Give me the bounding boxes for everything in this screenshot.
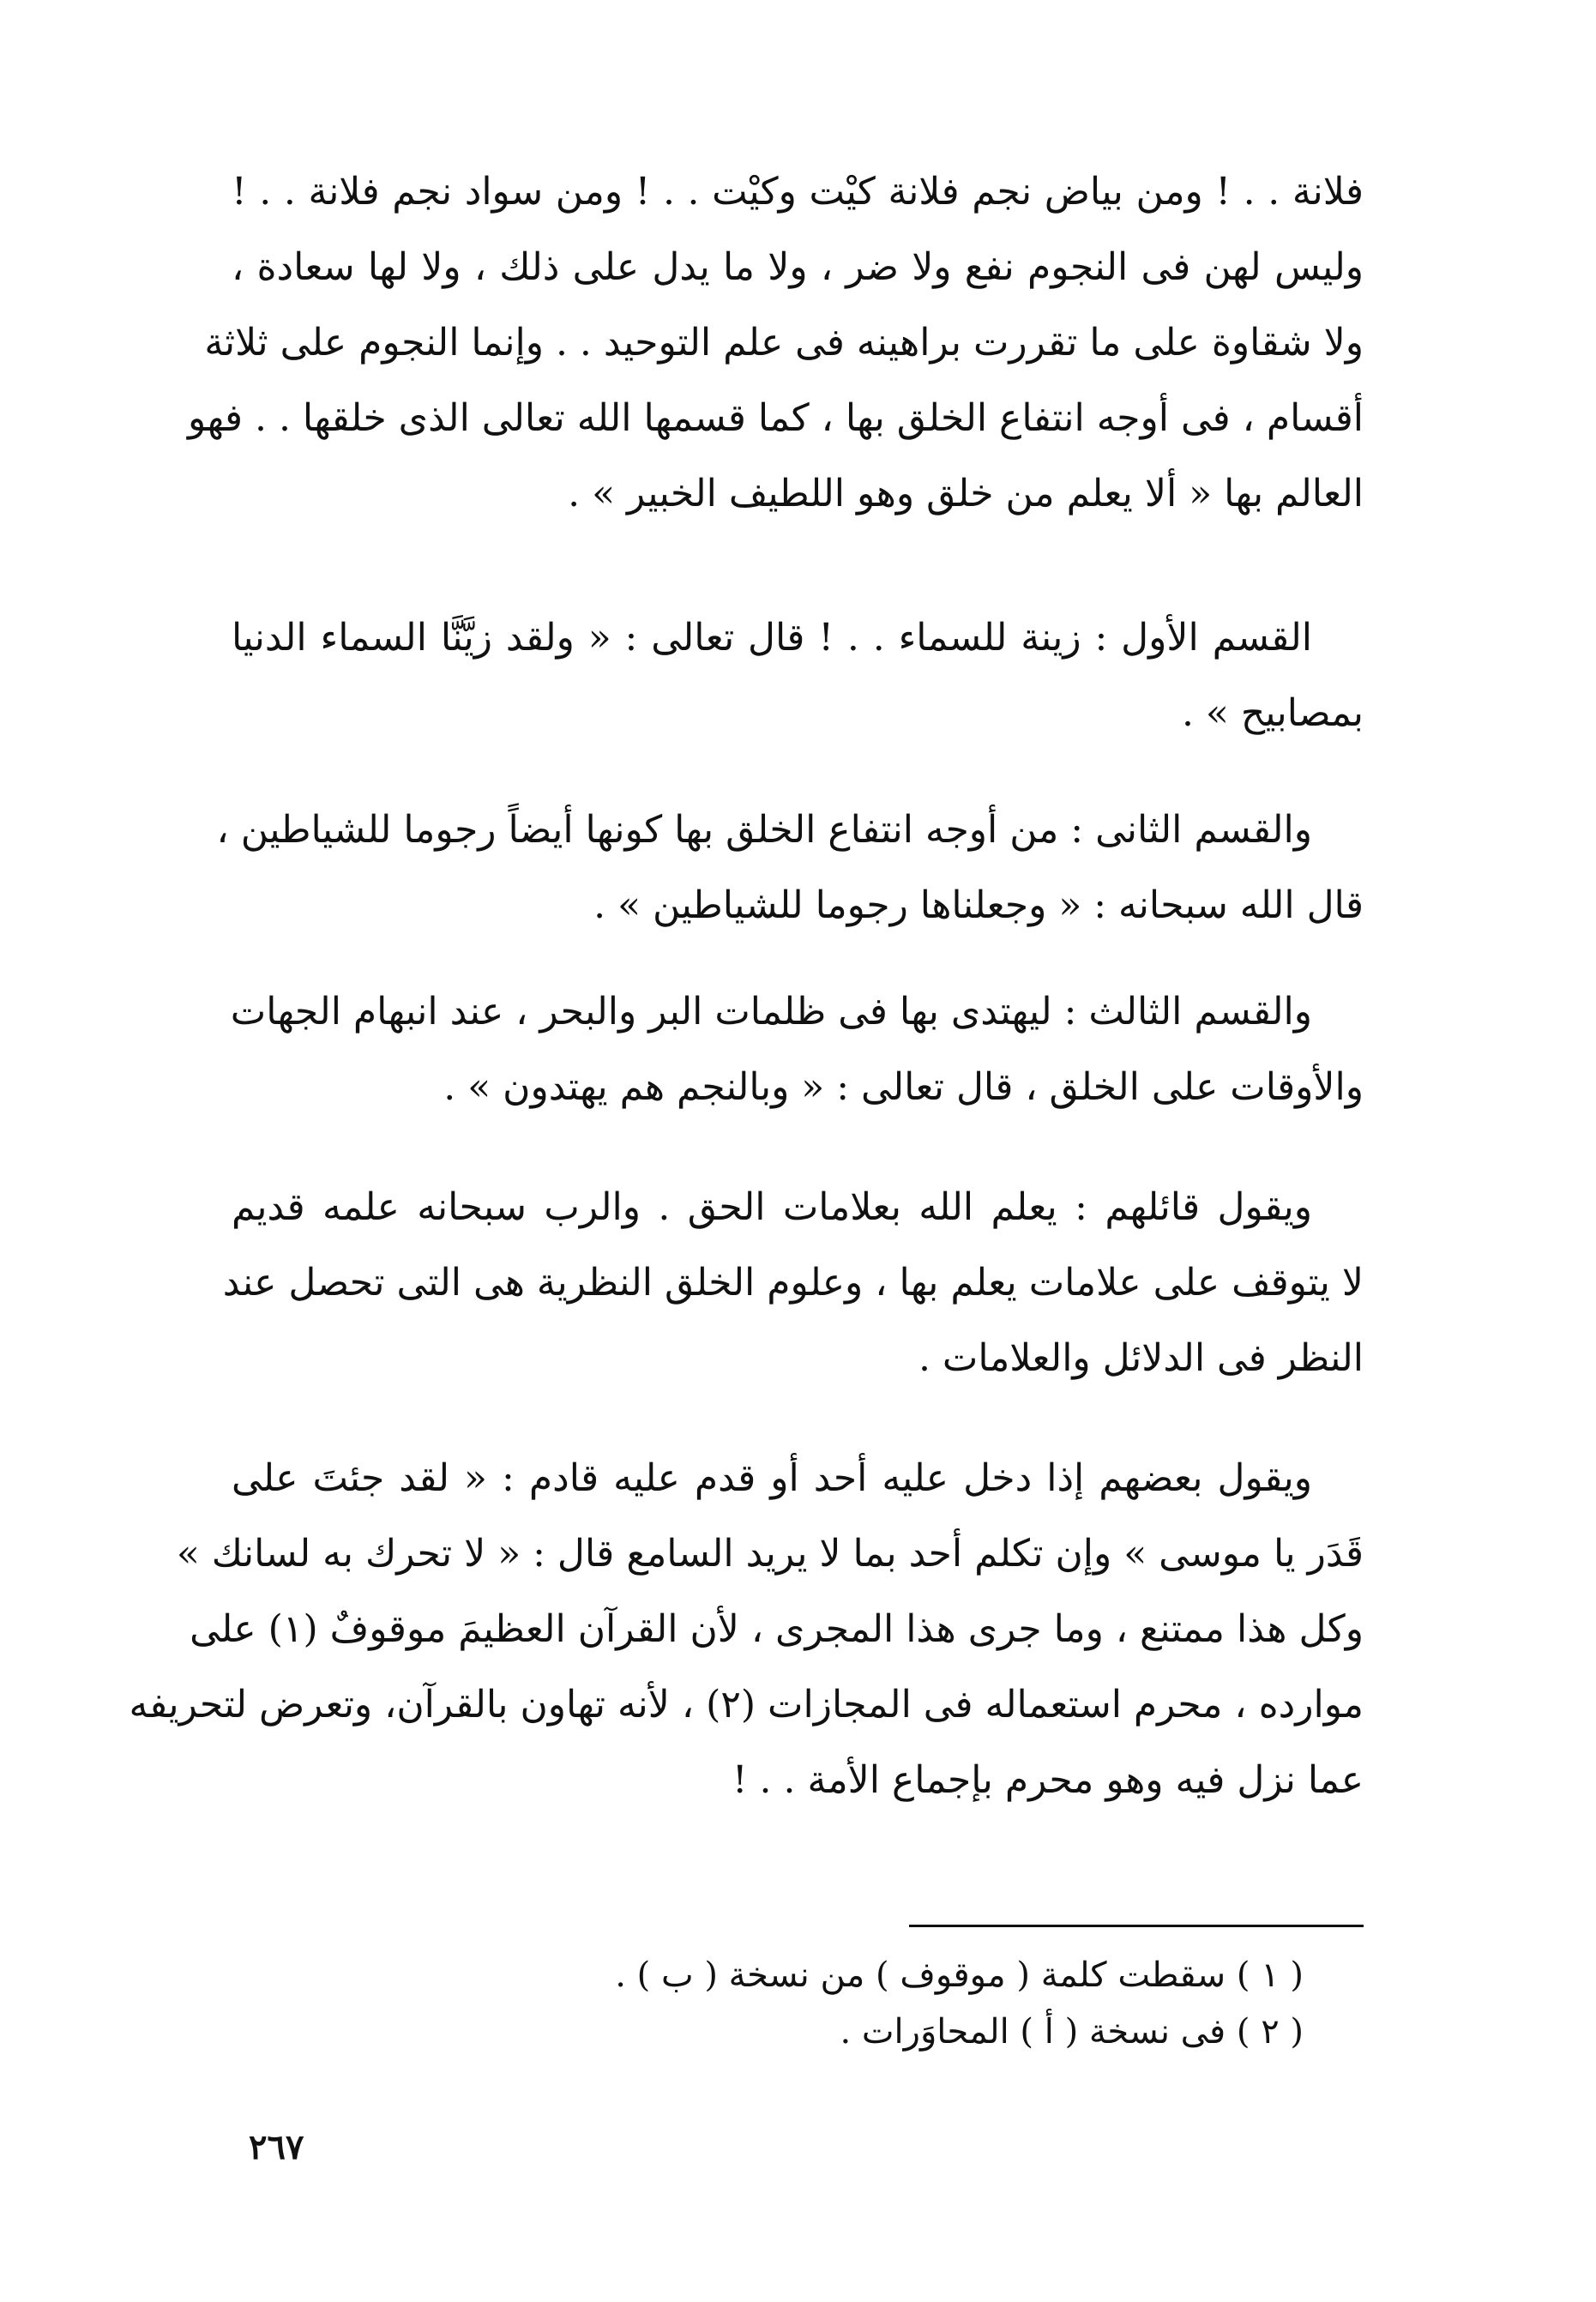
text-line: قَدَر يا موسى » وإن تكلم أحد بما لا يريد السامع قال : « لا تحرك به لسانك » [176,1532,1364,1576]
text-line: قال الله سبحانه : « وجعلناها رجوما للشياطين » . [593,883,1364,927]
paragraph-6 [129,1441,1364,1818]
text-line: وليس لهن فى النجوم نفع ولا ضر ، ولا ما يدل على ذلك ، ولا لها سعادة ، [232,245,1364,289]
text-line: لا يتوقف على علامات يعلم بها ، وعلوم الخلق النظرية هى التى تحصل عند [222,1261,1364,1305]
footnote-2: ( ٢ ) فى نسخة ( أ ) المحاوَرات . [840,2012,1304,2052]
page-number: ٢٦٧ [249,2127,304,2167]
text-line: وكل هذا ممتنع ، وما جرى هذا المجرى ، لأن القرآن العظيمَ موقوفٌ (١) على [190,1607,1364,1651]
text-line: عما نزل فيه وهو محرم بإجماع الأمة . . ! [732,1758,1364,1802]
paragraph-5 [222,1170,1364,1396]
text-line: النظر فى الدلائل والعلامات . [918,1336,1364,1380]
text-line: موارده ، محرم استعماله فى المجازات (٢) ، لأنه تهاون بالقرآن، وتعرض لتحريفه [129,1683,1364,1726]
text-line: ولا شقاوة على ما تقررت براهينه فى علم التوحيد . . وإنما النجوم على ثلاثة [204,321,1364,365]
text-line: أقسام ، فى أوجه انتفاع الخلق بها ، كما قسمها الله تعالى الذى خلقها . . فهو [187,396,1364,440]
text-line: والقسم الثالث : ليهتدى بها فى ظلمات البر والبحر ، عند انبهام الجهات [230,990,1312,1033]
footnote-divider [909,1925,1364,1927]
text-line: العالم بها « ألا يعلم من خلق وهو اللطيف الخبير » . [568,472,1364,515]
paragraph-2 [232,600,1364,751]
text-line: بمصابيح » . [1181,691,1364,735]
footnote-1: ( ١ ) سقطت كلمة ( موقوف ) من نسخة ( ب ) . [615,1955,1304,1995]
paragraph-4 [232,974,1364,1125]
text-line: ويقول بعضهم إذا دخل عليه أحد أو قدم عليه قادم : « لقد جئتَ على [232,1456,1312,1500]
text-line: القسم الأول : زينة للسماء . . ! قال تعالى : « ولقد زيَّنَّا السماء الدنيا [232,616,1312,660]
paragraph-1 [187,154,1364,532]
paragraph-3 [216,792,1364,943]
text-line: ويقول قائلهم : يعلم الله بعلامات الحق . والرب سبحانه علمه قديم [232,1185,1312,1229]
text-line: والأوقات على الخلق ، قال تعالى : « وبالنجم هم يهتدون » . [443,1065,1364,1109]
footnotes [429,1947,1304,2060]
text-line: فلانة . . ! ومن بياض نجم فلانة كيْت وكيْت . . ! ومن سواد نجم فلانة . . ! [232,170,1364,214]
text-line: والقسم الثانى : من أوجه انتفاع الخلق بها كونها أيضاً رجوما للشياطين ، [216,808,1312,852]
